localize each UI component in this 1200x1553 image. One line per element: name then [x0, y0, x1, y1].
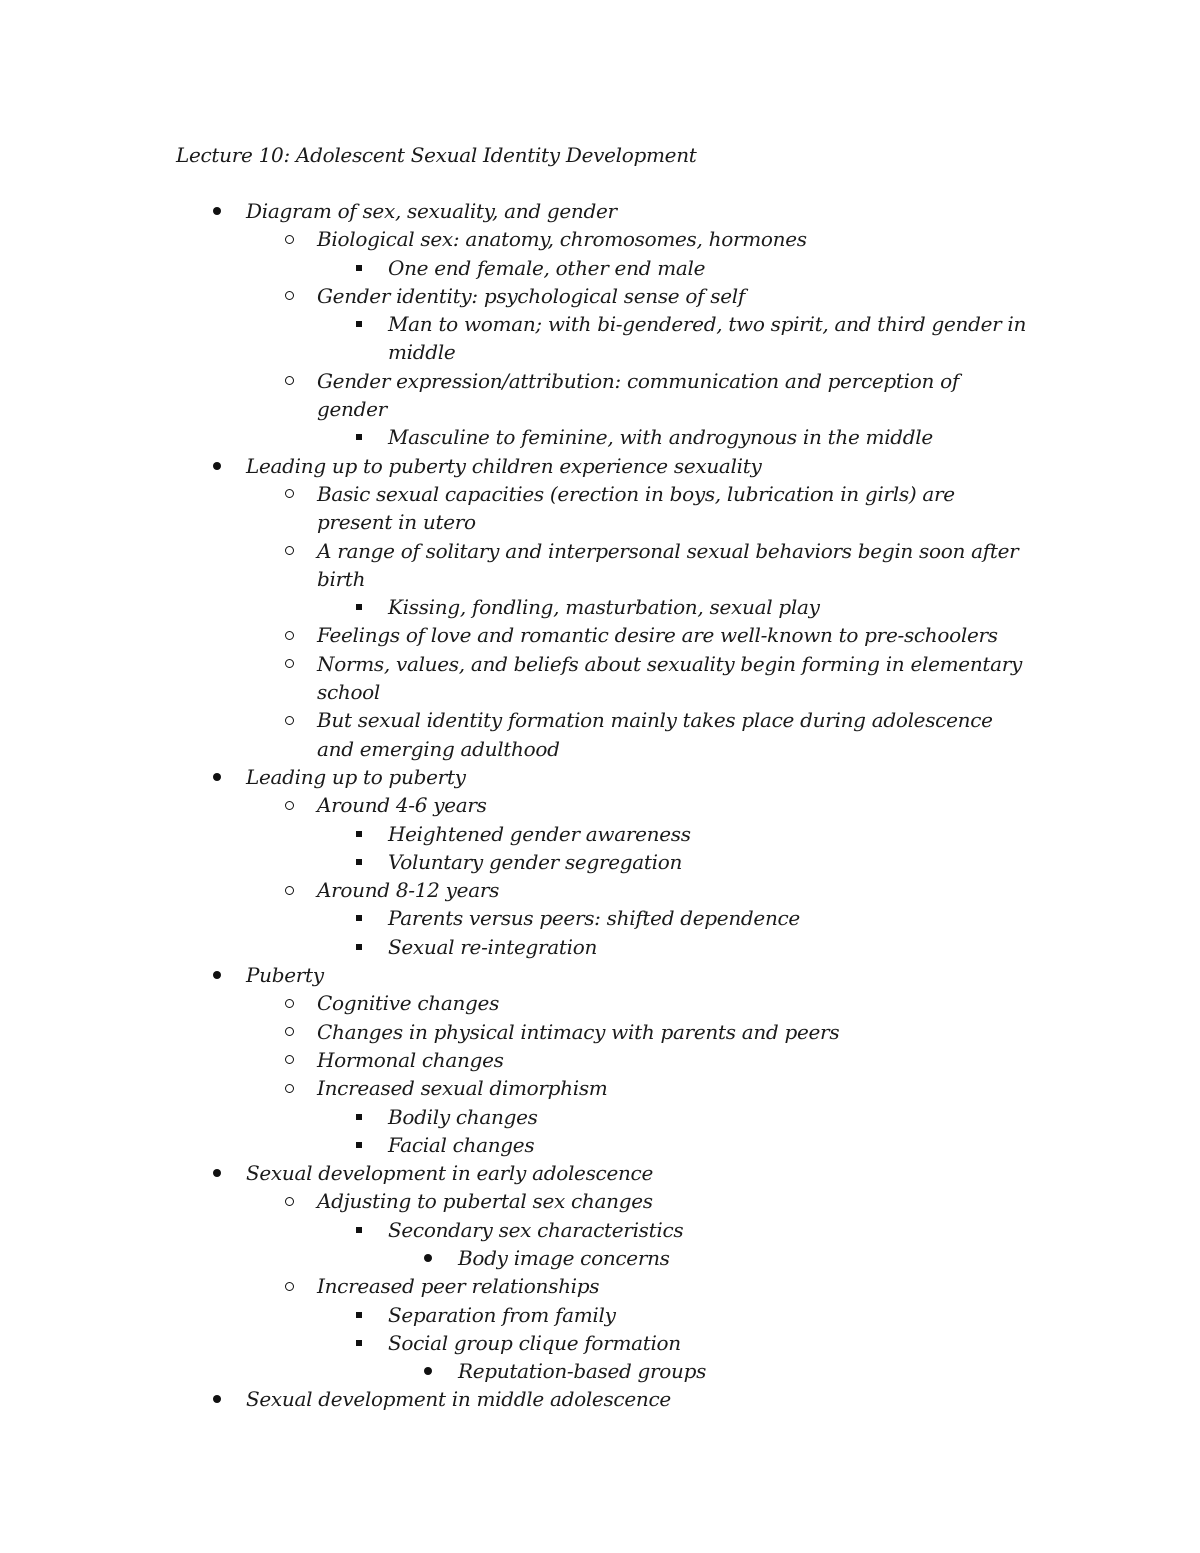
list-item-text: Kissing, fondling, masturbation, sexual play: [388, 595, 820, 620]
bullet-square-icon: [352, 1329, 366, 1357]
list-item-text: A range of solitary and interpersonal sexual behaviors begin soon after birth: [317, 538, 1019, 591]
list-item: [0, 1301, 1200, 1329]
list-item-text: Norms, values, and beliefs about sexuality begin forming in elementary school: [317, 651, 1023, 705]
list-item: [0, 621, 1200, 649]
list-item: [0, 254, 1200, 282]
document-title: Lecture 10: Adolescent Sexual Identity Development: [176, 143, 697, 167]
bullet-square-icon: [352, 1216, 366, 1244]
list-item-text: Gender identity: psychological sense of self: [317, 283, 745, 308]
list-item: [0, 1103, 1200, 1131]
list-item: [0, 820, 1200, 848]
list-item-text: Voluntary gender segregation: [388, 849, 683, 874]
list-item: [0, 1385, 1200, 1413]
list-item: [0, 197, 1200, 225]
list-item: [0, 876, 1200, 904]
list-item: [0, 933, 1200, 961]
list-item: [0, 1018, 1200, 1046]
list-item: [0, 423, 1200, 451]
bullet-square-icon: [352, 1301, 366, 1329]
list-item: [0, 367, 1200, 424]
bullet-dot-icon: [210, 763, 224, 791]
list-item: [0, 848, 1200, 876]
list-item-text: But sexual identity formation mainly takes place during adolescence and emerging adulthood: [317, 708, 993, 761]
list-item: [0, 1244, 1200, 1272]
bullet-circle-icon: [282, 1187, 296, 1215]
bullet-dot-icon: [210, 961, 224, 989]
list-item-text: Gender expression/attribution: communication and perception of gender: [317, 368, 959, 422]
list-item-text: Sexual re-integration: [388, 934, 598, 959]
list-item-text: Sexual development in early adolescence: [246, 1161, 653, 1186]
list-item-text: Puberty: [246, 963, 324, 988]
list-item: [0, 1216, 1200, 1244]
list-item: [0, 904, 1200, 932]
list-item-text: Social group clique formation: [388, 1330, 681, 1355]
bullet-dot-icon: [421, 1357, 435, 1385]
bullet-square-icon: [352, 310, 366, 338]
outline-list: [0, 197, 1200, 1414]
list-item: [0, 763, 1200, 791]
list-item: [0, 593, 1200, 621]
list-item: [0, 310, 1200, 367]
bullet-circle-icon: [282, 1272, 296, 1300]
list-item: [0, 1074, 1200, 1102]
bullet-circle-icon: [282, 876, 296, 904]
bullet-circle-icon: [282, 282, 296, 310]
bullet-circle-icon: [282, 225, 296, 253]
list-item-text: Hormonal changes: [317, 1047, 504, 1072]
list-item: [0, 1357, 1200, 1385]
list-item: [0, 1272, 1200, 1300]
list-item: [0, 282, 1200, 310]
list-item: [0, 706, 1200, 763]
bullet-square-icon: [352, 848, 366, 876]
list-item: [0, 225, 1200, 253]
bullet-circle-icon: [282, 650, 296, 678]
list-item-text: Changes in physical intimacy with parents and peers: [317, 1019, 840, 1044]
list-item-text: Reputation-based groups: [458, 1359, 707, 1384]
bullet-circle-icon: [282, 1074, 296, 1102]
list-item-text: Basic sexual capacities (erection in boys, lubrication in girls) are present in utero: [317, 481, 955, 535]
list-item: [0, 1159, 1200, 1187]
bullet-dot-icon: [210, 197, 224, 225]
bullet-dot-icon: [210, 1385, 224, 1413]
bullet-dot-icon: [210, 1159, 224, 1187]
bullet-circle-icon: [282, 621, 296, 649]
list-item: [0, 650, 1200, 707]
bullet-square-icon: [352, 933, 366, 961]
list-item: [0, 1131, 1200, 1159]
bullet-circle-icon: [282, 791, 296, 819]
list-item-text: Cognitive changes: [317, 991, 500, 1016]
bullet-circle-icon: [282, 480, 296, 508]
list-item-text: Body image concerns: [458, 1245, 670, 1270]
list-item-text: Masculine to feminine, with androgynous in the middle: [388, 425, 933, 450]
list-item-text: Man to woman; with bi-gendered, two spirit, and third gender in middle: [388, 312, 1027, 365]
list-item-text: Leading up to puberty: [246, 764, 466, 789]
list-item-text: Adjusting to pubertal sex changes: [317, 1189, 653, 1214]
list-item-text: Diagram of sex, sexuality, and gender: [246, 199, 617, 223]
list-item-text: Around 8-12 years: [317, 878, 500, 903]
list-item-text: Separation from family: [388, 1302, 616, 1327]
list-item: [0, 537, 1200, 594]
list-item: [0, 1046, 1200, 1074]
list-item: [0, 1187, 1200, 1215]
list-item-text: Parents versus peers: shifted dependence: [388, 906, 800, 931]
bullet-circle-icon: [282, 989, 296, 1017]
list-item: [0, 791, 1200, 819]
bullet-circle-icon: [282, 1018, 296, 1046]
bullet-square-icon: [352, 254, 366, 282]
list-item-text: Secondary sex characteristics: [388, 1217, 684, 1242]
bullet-dot-icon: [421, 1244, 435, 1272]
list-item-text: Heightened gender awareness: [388, 821, 691, 846]
list-item-text: Increased peer relationships: [317, 1274, 600, 1299]
list-item-text: Biological sex: anatomy, chromosomes, hormones: [317, 227, 807, 252]
bullet-circle-icon: [282, 1046, 296, 1074]
bullet-square-icon: [352, 1131, 366, 1159]
list-item-text: Facial changes: [388, 1132, 535, 1157]
bullet-circle-icon: [282, 367, 296, 395]
list-item-text: Increased sexual dimorphism: [317, 1076, 608, 1101]
list-item-text: Sexual development in middle adolescence: [246, 1387, 671, 1412]
bullet-circle-icon: [282, 537, 296, 565]
bullet-square-icon: [352, 820, 366, 848]
bullet-dot-icon: [210, 452, 224, 480]
list-item-text: One end female, other end male: [388, 255, 706, 280]
list-item-text: Leading up to puberty children experience sexuality: [246, 453, 762, 478]
bullet-square-icon: [352, 593, 366, 621]
list-item-text: Feelings of love and romantic desire are well-known to pre-schoolers: [317, 623, 998, 648]
bullet-circle-icon: [282, 706, 296, 734]
list-item: [0, 1329, 1200, 1357]
bullet-square-icon: [352, 1103, 366, 1131]
list-item: [0, 989, 1200, 1017]
list-item-text: Around 4-6 years: [317, 793, 487, 818]
list-item: [0, 452, 1200, 480]
list-item-text: Bodily changes: [388, 1104, 538, 1129]
list-item: [0, 961, 1200, 989]
bullet-square-icon: [352, 904, 366, 932]
bullet-square-icon: [352, 423, 366, 451]
list-item: [0, 480, 1200, 537]
